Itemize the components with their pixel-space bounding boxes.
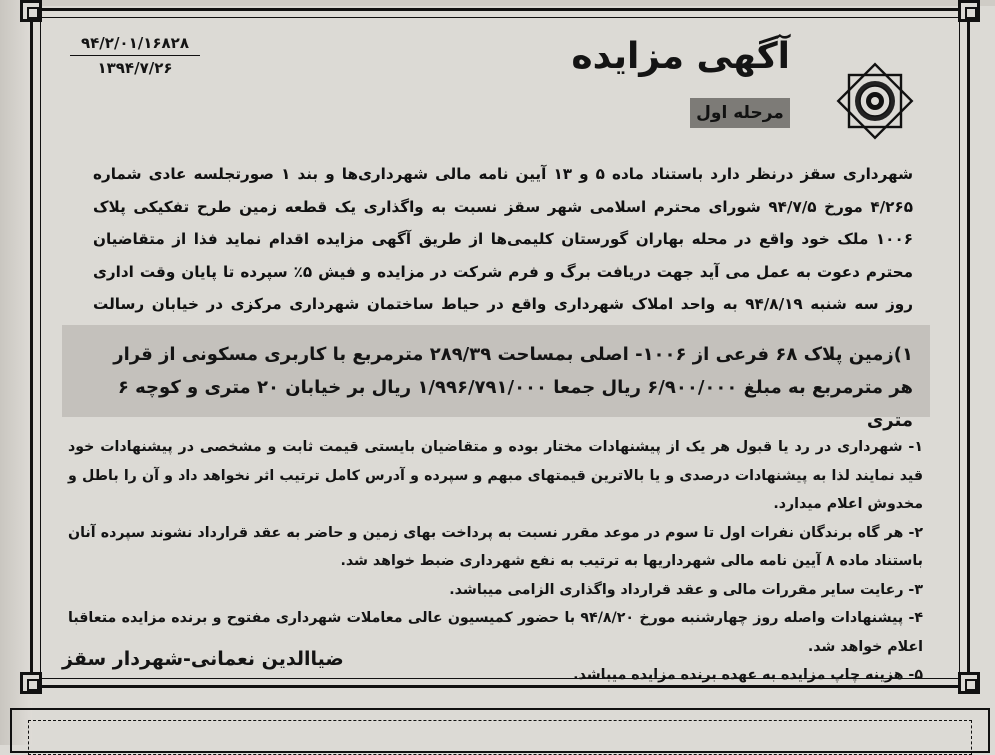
condition-item: ۱- شهرداری در رد یا قبول هر یک از پیشنهادات مختار بوده و متقاضیان بایستی قیمت ثابت و مشخصی در پیشنهادات خود قید نمایند لذا به پیشنهادات درصدی و یا بالاترین قیمتهای مبهم و سپرده و آدرس کامل ترتیب اثر نخواهد داد و آن را باطل و مخدوش اعلام میدارد. (68, 439, 923, 512)
frame-corner-ornament (20, 0, 42, 22)
condition-item: ۴- پیشنهادات واصله روز چهارشنبه مورخ ۹۴/۸/۲۰ با حضور کمیسیون عالی معاملات شهرداری مفتوح و برنده مزایده متعاقبا اعلام خواهد شد. (68, 610, 923, 655)
reference-block (70, 34, 200, 77)
condition-item: ۵- هزینه چاپ مزایده به عهده برنده مزایده میباشد. (573, 667, 923, 683)
condition-item: ۳- رعایت سایر مقررات مالی و عقد قرارداد واگذاری الزامی میباشد. (449, 581, 923, 598)
mayor-signature: ضیاالدین نعمانی-شهردار سقز (62, 648, 344, 670)
adjacent-column-bleed (0, 0, 32, 745)
reference-number: ۹۴/۲/۰۱/۱۶۸۲۸ (70, 34, 200, 56)
frame-corner-ornament (20, 672, 42, 694)
next-notice-border (10, 708, 990, 753)
reference-date: ۱۳۹۴/۷/۲۶ (97, 59, 173, 77)
adjacent-clipping-edge (0, 0, 995, 6)
intro-paragraph: شهرداری سقز درنظر دارد باستناد ماده ۵ و ۱۳ آیین نامه مالی شهرداری‌ها و بند ۱ صورتجلسه عادی شماره ۴/۲۶۵ مورخ ۹۴/۷/۵ شورای محترم اسلامی شهر سقز نسبت به واگذاری یک قطعه زمین طرح تفکیکی پلاک ۱۰۰۶ ملک خود واقع در محله بهاران گورستان کلیمی‌ها از طریق آگهی مزایده اقدام نماید فذا از متقاضیان محترم دعوت به عمل می آید جهت دریافت برگ و فرم شرکت در مزایده و فیش ۵٪ سپرده تا پایان وقت اداری روز سه شنبه ۹۴/۸/۱۹ به واحد املاک شهرداری واقع در حیاط ساختمان شهرداری مرکزی در خیابان رسالت (93, 165, 914, 313)
condition-item: ۲- هر گاه برندگان نفرات اول تا سوم در موعد مقرر نسبت به پرداخت بهای زمین و حاضر به عقد قرارداد نشوند سپرده آنان باستناد ماده ۸ آیین نامه مالی شهرداریها به ترتیب به نفع شهرداری ضبط خواهد شد. (68, 524, 923, 569)
property-description: ۱)زمین پلاک ۶۸ فرعی از ۱۰۰۶- اصلی بمساحت ۲۸۹/۳۹ مترمربع با کاربری مسکونی از قرار هر مترمربع به مبلغ ۶/۹۰۰/۰۰۰ ریال جمعا ۱/۹۹۶/۷۹۱/۰۰۰ ریال بر خیابان ۲۰ متری و کوچه ۶ متری (113, 344, 913, 431)
frame-corner-ornament (958, 0, 980, 22)
municipality-seal-icon (832, 58, 918, 144)
stage-badge: مرحله اول (690, 98, 790, 128)
frame-corner-ornament (958, 672, 980, 694)
notice-title: آگهی مزایده (571, 36, 790, 77)
